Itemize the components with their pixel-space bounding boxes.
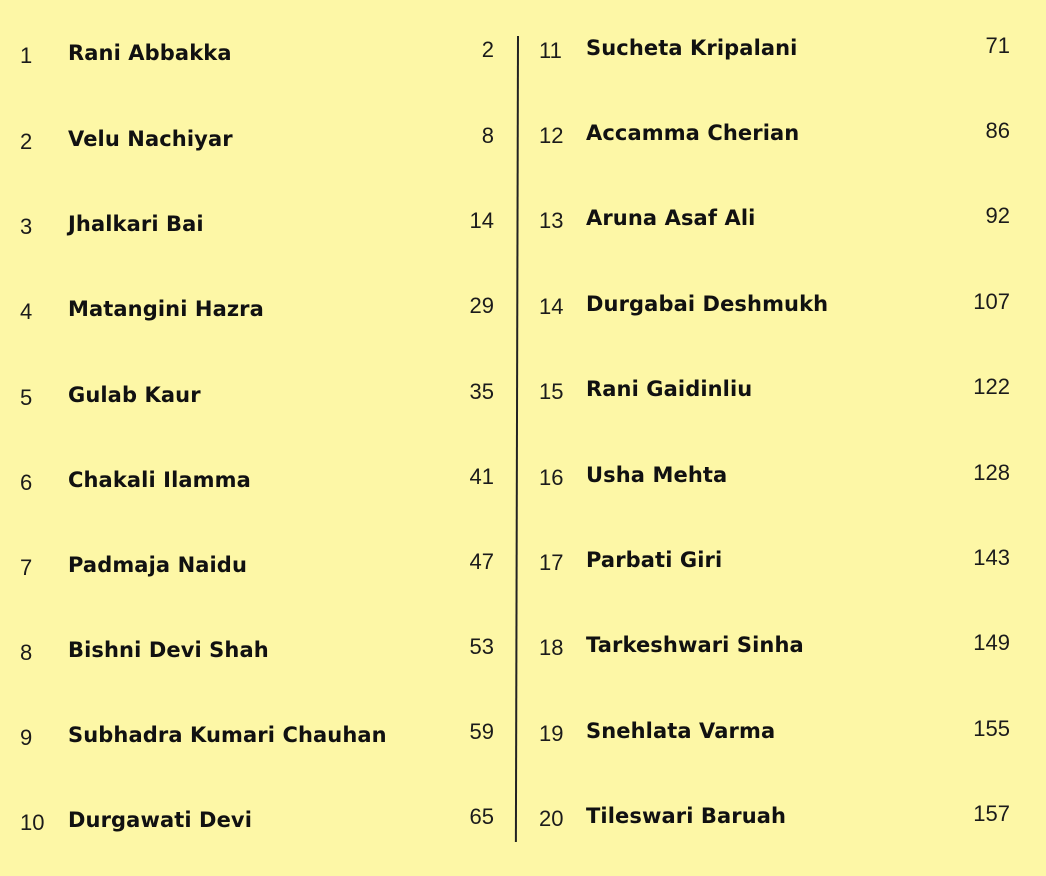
entry-page-number: 53 (469, 634, 494, 659)
entry-page-number: 35 (469, 379, 494, 404)
entry-page-number: 59 (469, 719, 494, 744)
entry-page-number: 65 (469, 804, 494, 829)
entry-name: Snehlata Varma (586, 719, 776, 743)
entry-page-number: 14 (469, 208, 494, 233)
entry-name: Accamma Cherian (586, 121, 800, 145)
entry-page-number: 41 (469, 464, 494, 489)
entry-page-number: 107 (973, 289, 1010, 314)
entry-page-number: 122 (973, 374, 1010, 399)
entry-page-number: 29 (469, 293, 494, 318)
entry-number: 18 (539, 635, 564, 660)
entry-name: Parbati Giri (586, 548, 723, 572)
entry-number: 1 (20, 43, 33, 68)
contents-entry[interactable] (519, 115, 1046, 155)
entry-number: 11 (539, 38, 562, 63)
entry-number: 6 (20, 470, 33, 495)
entry-page-number: 128 (973, 460, 1010, 485)
contents-entry[interactable] (519, 798, 1046, 838)
entry-name: Sucheta Kripalani (586, 36, 798, 60)
contents-entry[interactable] (0, 716, 517, 756)
contents-entry[interactable] (0, 34, 517, 74)
contents-entry[interactable] (0, 546, 517, 586)
entry-number: 9 (20, 725, 33, 750)
contents-entry[interactable] (0, 631, 517, 671)
contents-entry[interactable] (519, 713, 1046, 753)
entry-number: 8 (20, 640, 33, 665)
entry-name: Subhadra Kumari Chauhan (68, 723, 387, 747)
entry-name: Rani Gaidinliu (586, 377, 753, 401)
contents-entry[interactable] (0, 376, 517, 416)
entry-name: Durgawati Devi (68, 808, 253, 832)
contents-entry[interactable] (0, 205, 517, 245)
entry-number: 17 (539, 550, 564, 575)
entry-number: 4 (20, 299, 33, 324)
contents-entry[interactable] (0, 120, 517, 160)
entry-page-number: 157 (973, 801, 1010, 826)
entry-name: Padmaja Naidu (68, 553, 247, 577)
entry-number: 19 (539, 721, 564, 746)
contents-entry[interactable] (519, 286, 1046, 326)
entry-number: 13 (539, 208, 564, 233)
entry-page-number: 92 (985, 203, 1010, 228)
entry-page-number: 143 (973, 545, 1010, 570)
entry-number: 12 (539, 123, 564, 148)
entry-page-number: 86 (985, 118, 1010, 143)
contents-entry[interactable] (519, 457, 1046, 497)
contents-entry[interactable] (519, 30, 1046, 70)
entry-number: 14 (539, 294, 564, 319)
entry-name: Tarkeshwari Sinha (586, 633, 804, 657)
contents-entry[interactable] (519, 627, 1046, 667)
entry-name: Matangini Hazra (68, 297, 264, 321)
entry-name: Chakali Ilamma (68, 468, 251, 492)
entry-name: Jhalkari Bai (68, 212, 204, 236)
entry-number: 15 (539, 379, 564, 404)
entry-name: Usha Mehta (586, 463, 728, 487)
entry-name: Aruna Asaf Ali (586, 206, 756, 230)
entry-number: 7 (20, 555, 33, 580)
entry-number: 2 (20, 129, 33, 154)
entry-page-number: 2 (481, 37, 494, 62)
contents-entry[interactable] (519, 371, 1046, 411)
contents-entry[interactable] (0, 801, 517, 841)
entry-page-number: 71 (985, 33, 1010, 58)
entry-number: 3 (20, 214, 33, 239)
entry-name: Durgabai Deshmukh (586, 292, 829, 316)
entry-name: Bishni Devi Shah (68, 638, 269, 662)
entry-number: 16 (539, 465, 564, 490)
entry-name: Rani Abbakka (68, 41, 232, 65)
entry-name: Gulab Kaur (68, 383, 201, 407)
entry-page-number: 155 (973, 716, 1010, 741)
contents-entry[interactable] (519, 542, 1046, 582)
entry-number: 20 (539, 806, 564, 831)
contents-entry[interactable] (0, 461, 517, 501)
entry-number: 5 (20, 385, 33, 410)
entry-number: 10 (20, 810, 45, 835)
entry-name: Velu Nachiyar (68, 127, 233, 151)
contents-entry[interactable] (0, 290, 517, 330)
entry-page-number: 149 (973, 630, 1010, 655)
entry-name: Tileswari Baruah (586, 804, 787, 828)
entry-page-number: 47 (469, 549, 494, 574)
contents-entry[interactable] (519, 200, 1046, 240)
entry-page-number: 8 (481, 123, 494, 148)
